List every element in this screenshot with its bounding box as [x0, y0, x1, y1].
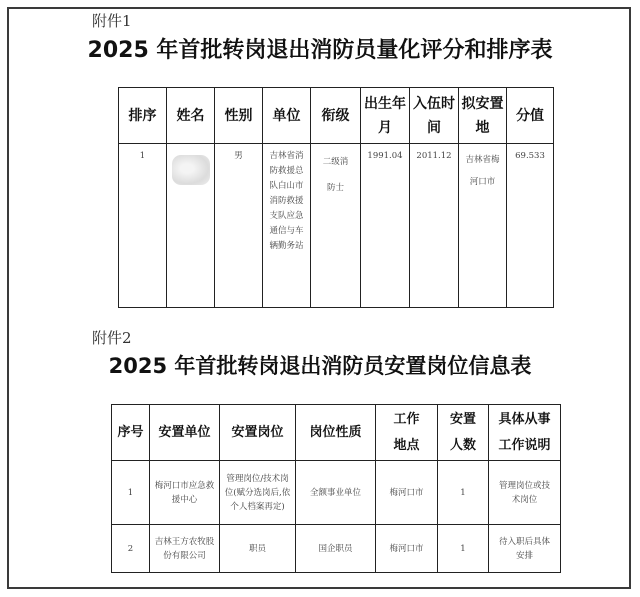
cell-no: 2 [112, 525, 150, 573]
header-gender: 性别 [215, 88, 263, 144]
placement-header-row [112, 405, 561, 461]
header-location: 工作地点 [376, 405, 438, 461]
annex-2-label: 附件2 [92, 329, 132, 347]
annex-1-label: 附件1 [92, 12, 132, 30]
header-placement-unit: 安置单位 [150, 405, 220, 461]
cell-post-nature: 全额事业单位 [296, 461, 376, 525]
cell-no: 1 [112, 461, 150, 525]
header-count: 安置人数 [438, 405, 489, 461]
header-post-nature: 岗位性质 [296, 405, 376, 461]
header-rank: 排序 [119, 88, 167, 144]
header-place: 拟安置地 [459, 88, 507, 144]
cell-enlist: 2011.12 [410, 144, 459, 308]
cell-location: 梅河口市 [376, 525, 438, 573]
header-enlist: 入伍时间 [410, 88, 459, 144]
cell-placement-post: 管理岗位/技术岗位(赋分选岗后,依个人档案再定) [220, 461, 296, 525]
cell-post-nature: 国企职员 [296, 525, 376, 573]
cell-count: 1 [438, 525, 489, 573]
header-grade: 衔级 [311, 88, 361, 144]
cell-place: 吉林省梅河口市 [459, 144, 507, 308]
header-placement-post: 安置岗位 [220, 405, 296, 461]
header-unit: 单位 [263, 88, 311, 144]
placement-row [112, 461, 561, 525]
cell-gender: 男 [215, 144, 263, 308]
cell-location: 梅河口市 [376, 461, 438, 525]
cell-count: 1 [438, 461, 489, 525]
header-score: 分值 [507, 88, 554, 144]
cell-grade: 二级消防士 [311, 144, 361, 308]
table-2-title: 2025 年首批转岗退出消防员安置岗位信息表 [108, 354, 532, 378]
blurred-name-image [172, 155, 210, 185]
cell-placement-unit: 梅河口市应急救援中心 [150, 461, 220, 525]
header-description: 具体从事工作说明 [489, 405, 561, 461]
cell-placement-unit: 吉林王方农牧股份有限公司 [150, 525, 220, 573]
cell-rank: 1 [119, 144, 167, 308]
cell-placement-post: 职员 [220, 525, 296, 573]
ranking-table [118, 87, 554, 308]
table-1-title: 2025 年首批转岗退出消防员量化评分和排序表 [87, 38, 553, 63]
cell-unit: 吉林省消防救援总队白山市消防救援支队应急通信与车辆勤务站 [263, 144, 311, 308]
cell-description: 管理岗位或技术岗位 [489, 461, 561, 525]
cell-description: 待入职后具体安排 [489, 525, 561, 573]
header-birth: 出生年月 [361, 88, 410, 144]
header-no: 序号 [112, 405, 150, 461]
ranking-row [119, 144, 554, 308]
placement-row [112, 525, 561, 573]
cell-name-blurred [167, 144, 215, 308]
cell-score: 69.533 [507, 144, 554, 308]
placement-table [111, 404, 561, 573]
header-name: 姓名 [167, 88, 215, 144]
ranking-header-row [119, 88, 554, 144]
cell-birth: 1991.04 [361, 144, 410, 308]
